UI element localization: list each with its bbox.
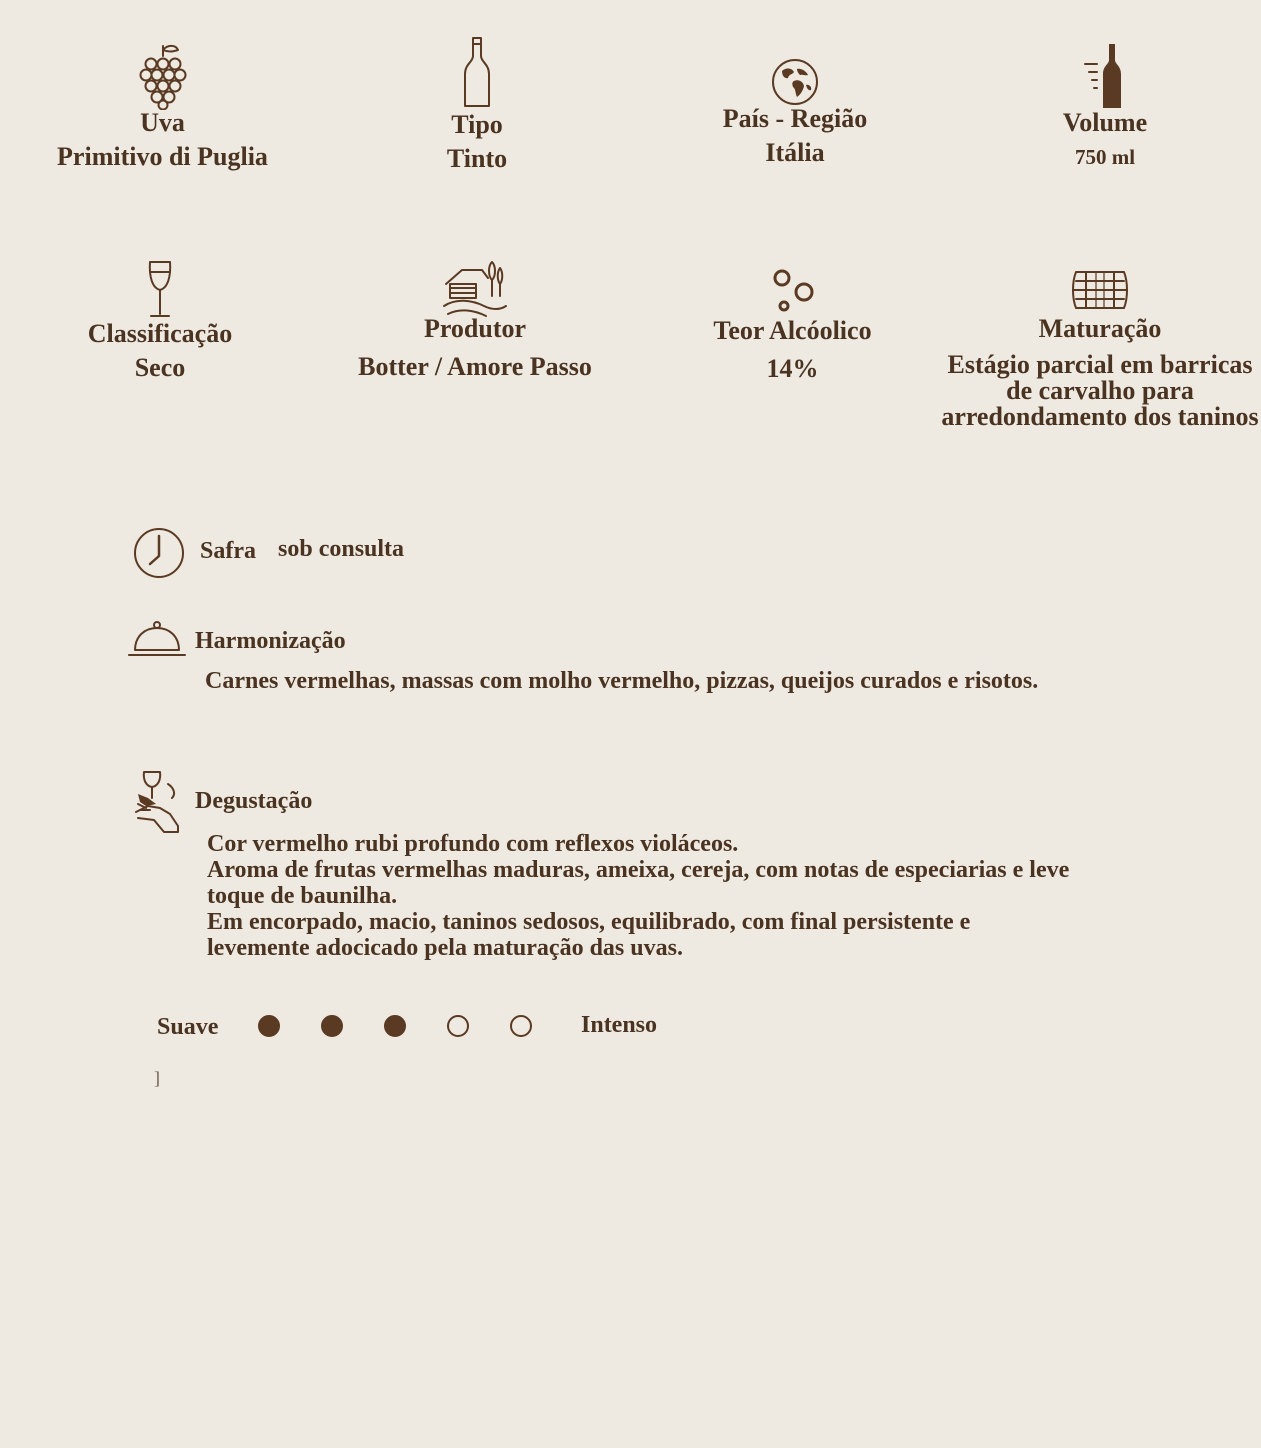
intensity-max-label: Intenso	[581, 1012, 658, 1038]
spec-value-maturacao	[940, 352, 1260, 430]
safra-label: Safra	[200, 538, 256, 564]
spec-pais-regiao	[690, 57, 900, 168]
barrel-icon	[1070, 268, 1130, 312]
degustacao-label: Degustação	[195, 788, 313, 814]
clock-icon	[132, 526, 186, 580]
winery-icon	[442, 258, 508, 320]
spec-label: Tipo	[451, 110, 503, 139]
spec-volume	[1010, 42, 1200, 172]
spec-teor-alcoolico	[700, 266, 885, 384]
safra-value: sob consulta	[278, 536, 405, 562]
degustacao-text	[207, 831, 1069, 961]
harmonizacao-text: Carnes vermelhas, massas com molho vermelho, pizzas, queijos curados e risotos.	[205, 668, 1039, 694]
maturacao-line: de carvalho para	[1006, 376, 1194, 405]
maturacao-line: arredondamento dos taninos	[941, 402, 1259, 431]
intensity-dot-empty	[447, 1015, 469, 1037]
spec-value: 750 ml	[1074, 145, 1136, 169]
spec-value: Tinto	[446, 144, 508, 173]
spec-label: Produtor	[423, 314, 527, 343]
intensity-dot-filled	[384, 1015, 406, 1037]
spec-value: Botter / Amore Passo	[358, 352, 592, 381]
spec-label: País - Região	[722, 104, 868, 133]
bottle-outline-icon	[462, 36, 492, 108]
tasting-icon	[134, 768, 182, 834]
spec-tipo	[377, 36, 577, 174]
spec-label: Volume	[1062, 108, 1148, 137]
spec-value: 14%	[766, 354, 819, 383]
stray-mark: ]	[154, 1068, 160, 1088]
degustacao-line: toque de baunilha.	[207, 883, 398, 909]
spec-uva	[40, 42, 285, 172]
spec-label: Maturação	[1038, 314, 1162, 343]
spec-label: Uva	[140, 108, 185, 137]
spec-value: Seco	[134, 353, 186, 382]
spec-classificacao	[60, 260, 260, 383]
degustacao-line: Cor vermelho rubi profundo com reflexos violáceos.	[207, 831, 739, 857]
intensity-dot-filled	[321, 1015, 343, 1037]
degustacao-line: Aroma de frutas vermelhas maduras, ameixa, cereja, com notas de especiarias e leve	[207, 857, 1070, 883]
degustacao-line: levemente adocicado pela maturação das uvas.	[207, 935, 683, 961]
wine-glass-icon	[146, 260, 174, 320]
spec-value: Itália	[765, 138, 825, 167]
grape-icon	[138, 42, 188, 110]
intensity-dot-empty	[510, 1015, 532, 1037]
bubbles-icon	[768, 266, 818, 314]
spec-maturacao	[940, 268, 1260, 430]
cloche-icon	[127, 620, 187, 658]
spec-label: Classificação	[87, 319, 233, 348]
spec-label: Teor Alcóolico	[713, 316, 872, 345]
spec-value: Primitivo di Puglia	[57, 142, 268, 171]
maturacao-line: Estágio parcial em barricas	[947, 350, 1253, 379]
spec-produtor	[345, 258, 605, 382]
intensity-dot-filled	[258, 1015, 280, 1037]
degustacao-line: Em encorpado, macio, taninos sedosos, equilibrado, com final persistente e	[207, 909, 971, 935]
intensity-min-label: Suave	[157, 1014, 219, 1040]
harmonizacao-label: Harmonização	[195, 628, 346, 654]
globe-icon	[770, 57, 820, 107]
bottle-volume-icon	[1083, 42, 1127, 110]
